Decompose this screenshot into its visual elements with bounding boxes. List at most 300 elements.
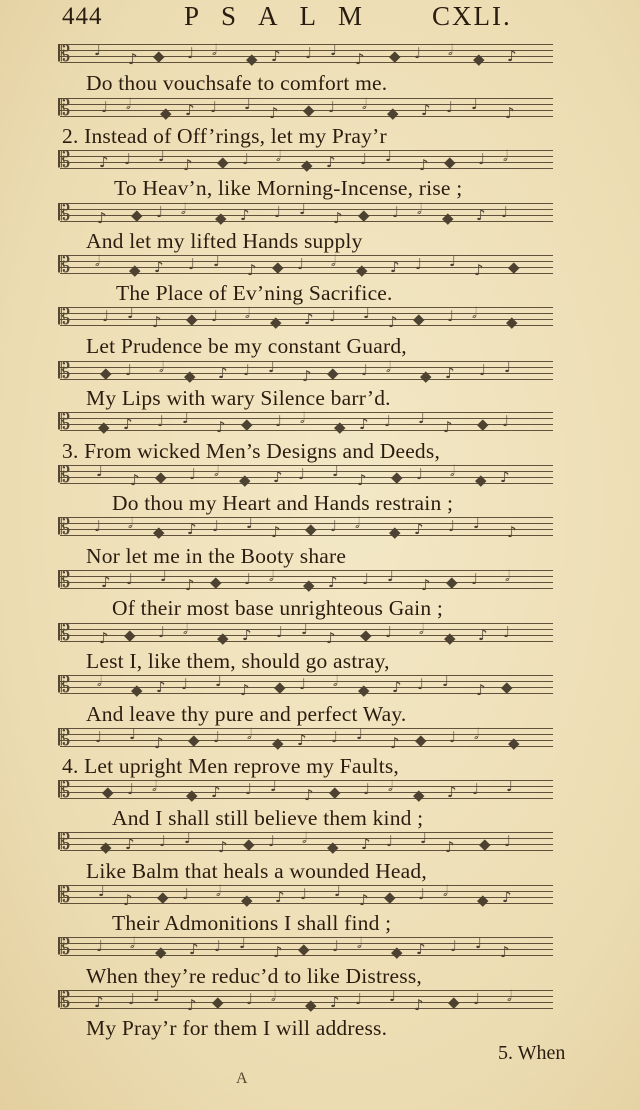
note-icon: ♪	[304, 310, 314, 328]
note-icon: ♪	[304, 786, 314, 804]
note-icon: ♩	[95, 728, 103, 746]
clef-icon: 𝄡	[58, 778, 71, 803]
music-staff	[58, 934, 553, 961]
note-icon: ◆	[212, 993, 224, 1011]
note-icon: ♩	[328, 98, 336, 116]
note-icon: ♩	[94, 41, 102, 59]
note-icon: ♪	[330, 993, 340, 1011]
note-icon: ♩	[385, 623, 393, 641]
note-icon: ◆	[157, 888, 169, 906]
note-icon: ♪	[359, 891, 369, 909]
running-title: PSALM	[184, 1, 385, 31]
note-icon: ♩	[211, 307, 219, 325]
note-icon: ♪	[505, 104, 515, 122]
note-icon: ♪	[302, 367, 312, 385]
note-icon: ♪	[271, 47, 281, 65]
note-icon: ♩	[268, 358, 276, 376]
note-icon: ♩	[96, 462, 104, 480]
note-icon: ◆	[358, 681, 370, 699]
note-icon: ♩	[182, 409, 190, 427]
note-icon: ♪	[445, 364, 455, 382]
music-staff	[58, 672, 553, 699]
note-icon: ◆	[415, 731, 427, 749]
note-icon: ♩	[449, 252, 457, 270]
note-icon: ◆	[329, 783, 341, 801]
note-icon: ◆	[217, 629, 229, 647]
note-icon: ♪	[275, 888, 285, 906]
note-icon: ◆	[272, 734, 284, 752]
note-icon: ♪	[154, 734, 164, 752]
note-icon: ♪	[333, 209, 343, 227]
note-icon: ◆	[153, 523, 165, 541]
note-icon: ◆	[442, 209, 454, 227]
note-icon: 𝅗𝅥	[269, 567, 274, 585]
note-icon: ♩	[389, 987, 397, 1005]
note-icon: ♪	[123, 891, 133, 909]
lyric-line: Like Balm that heals a wounded Head,	[86, 859, 427, 883]
note-icon: ♩	[244, 570, 252, 588]
note-icon: ♪	[240, 206, 250, 224]
note-icon: ♩	[98, 882, 106, 900]
note-icon: ♪	[388, 313, 398, 331]
note-icon: ♪	[211, 783, 221, 801]
note-icon: 𝅗𝅥	[355, 514, 360, 532]
note-icon: 𝅗𝅥	[474, 725, 479, 743]
note-icon: ♩	[392, 203, 400, 221]
note-icon: ◆	[298, 940, 310, 958]
note-icon: ◆	[303, 576, 315, 594]
note-icon: ◆	[215, 209, 227, 227]
clef-icon: 𝄡	[58, 305, 71, 330]
note-icon: ◆	[301, 156, 313, 174]
note-icon: ♪	[390, 734, 400, 752]
clef-icon: 𝄡	[58, 201, 71, 226]
note-icon: ♩	[504, 832, 512, 850]
note-icon: ♩	[158, 147, 166, 165]
note-icon: ♩	[158, 623, 166, 641]
note-icon: ♩	[471, 570, 479, 588]
note-icon: ♪	[273, 468, 283, 486]
note-icon: ♪	[297, 731, 307, 749]
note-icon: ♩	[189, 465, 197, 483]
note-icon: ♩	[418, 409, 426, 427]
note-icon: ♪	[502, 888, 512, 906]
note-icon: ◆	[102, 783, 114, 801]
note-icon: ◆	[391, 468, 403, 486]
note-icon: ◆	[210, 573, 222, 591]
note-icon: 𝅗𝅥	[216, 882, 221, 900]
note-icon: ♪	[326, 629, 336, 647]
note-icon: ♩	[184, 829, 192, 847]
note-icon: 𝅗𝅥	[245, 304, 250, 322]
note-icon: ◆	[358, 206, 370, 224]
note-icon: ♩	[156, 203, 164, 221]
note-icon: ♪	[128, 50, 138, 68]
note-icon: ♩	[268, 832, 276, 850]
note-icon: ◆	[477, 891, 489, 909]
note-icon: ◆	[184, 367, 196, 385]
note-icon: ♩	[300, 885, 308, 903]
note-icon: ♪	[326, 153, 336, 171]
lyric-line: The Place of Ev’ning Sacrifice.	[116, 281, 393, 305]
note-icon: ♩	[471, 95, 479, 113]
note-icon: ♩	[384, 412, 392, 430]
note-icon: ◆	[446, 573, 458, 591]
note-icon: ♩	[448, 517, 456, 535]
note-icon: 𝅗𝅥	[388, 777, 393, 795]
music-staff	[58, 358, 553, 385]
music-staff	[58, 462, 553, 489]
note-icon: ◆	[387, 104, 399, 122]
note-icon: ◆	[389, 523, 401, 541]
note-icon: ♪	[390, 258, 400, 276]
note-icon: ♪	[123, 415, 133, 433]
music-staff	[58, 514, 553, 541]
lyric-line: Do thou vouchsafe to comfort me.	[86, 71, 388, 95]
music-staff	[58, 777, 553, 804]
note-icon: ♪	[94, 993, 104, 1011]
note-icon: ◆	[420, 367, 432, 385]
note-icon: ◆	[508, 734, 520, 752]
note-icon: ♩	[124, 150, 132, 168]
note-icon: ♩	[129, 725, 137, 743]
note-icon: ♩	[449, 728, 457, 746]
clef-icon: 𝄡	[58, 515, 71, 540]
lyric-line: Of their most base unrighteous Gain ;	[112, 596, 444, 620]
note-icon: ♩	[245, 780, 253, 798]
note-icon: ♩	[246, 990, 254, 1008]
note-icon: ◆	[274, 678, 286, 696]
clef-icon: 𝄡	[58, 673, 71, 698]
note-icon: ◆	[239, 471, 251, 489]
clef-icon: 𝄡	[58, 830, 71, 855]
music-staff	[58, 409, 553, 436]
note-icon: ◆	[186, 310, 198, 328]
music-staff	[58, 725, 553, 752]
lyric-line: And I shall still believe them kind ;	[112, 806, 424, 830]
note-icon: ◆	[153, 47, 165, 65]
lyric-line: My Lips with wary Silence barr’d.	[86, 386, 391, 410]
music-staff	[58, 252, 553, 279]
note-icon: ♩	[331, 728, 339, 746]
lyric-line: 3. From wicked Men’s Designs and Deeds,	[62, 439, 441, 463]
lyric-line: To Heav’n, like Morning-Incense, rise ;	[114, 176, 463, 200]
note-icon: ♪	[187, 520, 197, 538]
music-staff	[58, 95, 553, 122]
note-icon: ◆	[131, 681, 143, 699]
note-icon: ♪	[478, 626, 488, 644]
clef-icon: 𝄡	[58, 96, 71, 121]
note-icon: 𝅗𝅥	[212, 41, 217, 59]
note-icon: ◆	[155, 468, 167, 486]
note-icon: ◆	[389, 47, 401, 65]
note-icon: ♪	[216, 418, 226, 436]
note-icon: ◆	[100, 364, 112, 382]
note-icon: ♪	[361, 835, 371, 853]
note-icon: ♪	[97, 209, 107, 227]
note-icon: ◆	[155, 943, 167, 961]
note-icon: ♪	[271, 523, 281, 541]
note-icon: ◆	[327, 838, 339, 856]
note-icon: ♩	[475, 934, 483, 952]
note-icon: ♪	[218, 838, 228, 856]
note-icon: 𝅗𝅥	[181, 200, 186, 218]
note-icon: ◆	[124, 626, 136, 644]
clef-icon: 𝄡	[58, 463, 71, 488]
note-icon: 𝅗𝅥	[333, 672, 338, 690]
note-icon: ◆	[98, 418, 110, 436]
note-icon: ♩	[215, 672, 223, 690]
note-icon: ◆	[305, 520, 317, 538]
note-icon: ♩	[188, 255, 196, 273]
note-icon: ♪	[156, 678, 166, 696]
clef-icon: 𝄡	[58, 253, 71, 278]
note-icon: ♪	[421, 576, 431, 594]
note-icon: 𝅗𝅥	[95, 252, 100, 270]
note-icon: ♩	[244, 95, 252, 113]
music-staff	[58, 620, 553, 647]
note-icon: ♩	[501, 203, 509, 221]
note-icon: ◆	[477, 415, 489, 433]
note-icon: ♩	[387, 567, 395, 585]
note-icon: ◆	[479, 835, 491, 853]
note-icon: ♩	[447, 307, 455, 325]
note-icon: ◆	[334, 418, 346, 436]
note-icon: ♩	[239, 934, 247, 952]
clef-icon: 𝄡	[58, 935, 71, 960]
note-icon: ◆	[303, 101, 315, 119]
note-icon: 𝅗𝅥	[302, 829, 307, 847]
note-icon: ♪	[507, 523, 517, 541]
note-icon: ♩	[298, 465, 306, 483]
note-icon: ♪	[269, 104, 279, 122]
note-icon: 𝅗𝅥	[362, 95, 367, 113]
note-icon: ♪	[130, 471, 140, 489]
note-icon: ◆	[241, 891, 253, 909]
lyric-line: Do thou my Heart and Hands restrain ;	[112, 491, 454, 515]
note-icon: 𝅗𝅥	[505, 567, 510, 585]
note-icon: 𝅗𝅥	[183, 620, 188, 638]
note-icon: ♪	[240, 681, 250, 699]
lyric-line: 2. Instead of Off’rings, let my Pray’r	[62, 124, 387, 148]
note-icon: ♩	[157, 412, 165, 430]
note-icon: 𝅗𝅥	[443, 882, 448, 900]
note-icon: ◆	[444, 153, 456, 171]
note-icon: ◆	[100, 838, 112, 856]
note-icon: ◆	[413, 786, 425, 804]
note-icon: ♩	[214, 937, 222, 955]
note-icon: ♪	[125, 835, 135, 853]
note-icon: ♪	[185, 576, 195, 594]
music-staff	[58, 147, 553, 174]
note-icon: ◆	[508, 258, 520, 276]
note-icon: ♪	[447, 783, 457, 801]
note-icon: ♪	[445, 838, 455, 856]
music-staff	[58, 41, 553, 68]
note-icon: 𝅗𝅥	[130, 934, 135, 952]
note-icon: ♩	[181, 675, 189, 693]
note-icon: 𝅗𝅥	[503, 147, 508, 165]
note-icon: ◆	[186, 786, 198, 804]
note-icon: ♩	[330, 517, 338, 535]
music-staff	[58, 200, 553, 227]
note-icon: ♩	[418, 885, 426, 903]
note-icon: ♩	[478, 150, 486, 168]
note-icon: ◆	[246, 50, 258, 68]
note-icon: ♩	[275, 412, 283, 430]
clef-icon: 𝄡	[58, 568, 71, 593]
note-icon: ◆	[305, 996, 317, 1014]
note-icon: ♩	[102, 307, 110, 325]
note-icon: ♩	[96, 937, 104, 955]
page-header	[0, 0, 640, 36]
note-icon: ◆	[327, 364, 339, 382]
lyric-line: Their Admonitions I shall find ;	[112, 911, 392, 935]
note-icon: ♩	[101, 98, 109, 116]
note-icon: ♩	[417, 675, 425, 693]
note-icon: ♪	[359, 415, 369, 433]
lyric-line: Lest I, like them, should go astray,	[86, 649, 390, 673]
note-icon: ♩	[213, 252, 221, 270]
note-icon: ♪	[355, 50, 365, 68]
clef-icon: 𝄡	[58, 42, 71, 67]
note-icon: ◆	[356, 261, 368, 279]
note-icon: ♪	[443, 418, 453, 436]
note-icon: ♩	[442, 672, 450, 690]
note-icon: ♩	[420, 829, 428, 847]
note-icon: ♩	[126, 570, 134, 588]
note-icon: ♩	[94, 517, 102, 535]
note-icon: ♩	[504, 358, 512, 376]
note-icon: 𝅗𝅥	[97, 672, 102, 690]
note-icon: 𝅗𝅥	[507, 987, 512, 1005]
note-icon: ◆	[391, 943, 403, 961]
note-icon: 𝅗𝅥	[276, 147, 281, 165]
clef-icon: 𝄡	[58, 726, 71, 751]
note-icon: ♪	[185, 101, 195, 119]
note-icon: ◆	[360, 626, 372, 644]
note-icon: ◆	[272, 258, 284, 276]
clef-icon: 𝄡	[58, 988, 71, 1013]
clef-icon: 𝄡	[58, 359, 71, 384]
note-icon: ◆	[448, 993, 460, 1011]
note-icon: ♩	[473, 990, 481, 1008]
note-icon: 𝅗𝅥	[159, 358, 164, 376]
note-icon: ♪	[189, 940, 199, 958]
note-icon: ♩	[329, 307, 337, 325]
note-icon: ♪	[419, 156, 429, 174]
note-icon: ♩	[416, 465, 424, 483]
note-icon: ♩	[415, 255, 423, 273]
clef-icon: 𝄡	[58, 410, 71, 435]
note-icon: ♩	[414, 44, 422, 62]
note-icon: 𝅗𝅥	[271, 987, 276, 1005]
psalm-number: CXLI.	[432, 1, 512, 31]
note-icon: ♩	[503, 623, 511, 641]
note-icon: ♪	[154, 258, 164, 276]
note-icon: ♩	[299, 200, 307, 218]
note-icon: ♩	[297, 255, 305, 273]
note-icon: ♩	[153, 987, 161, 1005]
page-number: 444	[62, 3, 103, 30]
note-icon: ◆	[475, 471, 487, 489]
note-icon: ♩	[472, 780, 480, 798]
note-icon: 𝅗𝅥	[300, 409, 305, 427]
note-icon: ♩	[301, 620, 309, 638]
note-icon: ♪	[247, 261, 257, 279]
music-staff	[58, 304, 553, 331]
note-icon: ♩	[363, 304, 371, 322]
music-staff	[58, 567, 553, 594]
note-icon: 𝅗𝅥	[214, 462, 219, 480]
note-icon: ◆	[473, 50, 485, 68]
note-icon: ♪	[99, 629, 109, 647]
note-icon: 𝅗𝅥	[472, 304, 477, 322]
note-icon: ♩	[502, 412, 510, 430]
note-icon: ◆	[413, 310, 425, 328]
note-icon: ♩	[506, 777, 514, 795]
note-icon: ♩	[212, 517, 220, 535]
note-icon: ♩	[213, 728, 221, 746]
note-icon: ♩	[182, 885, 190, 903]
note-icon: ◆	[131, 206, 143, 224]
note-icon: 𝅗𝅥	[386, 358, 391, 376]
note-icon: ♩	[187, 44, 195, 62]
clef-icon: 𝄡	[58, 621, 71, 646]
note-icon: ◆	[501, 678, 513, 696]
clef-icon: 𝄡	[58, 148, 71, 173]
music-staff	[58, 829, 553, 856]
note-icon: ♩	[356, 725, 364, 743]
note-icon: ♪	[152, 313, 162, 331]
note-icon: ♪	[357, 471, 367, 489]
note-icon: 𝅗𝅥	[128, 514, 133, 532]
note-icon: ♪	[242, 626, 252, 644]
note-icon: ♪	[474, 261, 484, 279]
note-icon: ♪	[273, 943, 283, 961]
signature-mark: A	[236, 1070, 248, 1087]
note-icon: 𝅗𝅥	[247, 725, 252, 743]
note-icon: ♩	[355, 990, 363, 1008]
note-icon: ◆	[188, 731, 200, 749]
note-icon: 𝅗𝅥	[331, 252, 336, 270]
note-icon: 𝅗𝅥	[126, 95, 131, 113]
music-staff	[58, 987, 553, 1014]
note-icon: ♪	[414, 520, 424, 538]
note-icon: ♩	[243, 361, 251, 379]
note-icon: 𝅗𝅥	[152, 777, 157, 795]
music-staff	[58, 882, 553, 909]
note-icon: 𝅗𝅥	[419, 620, 424, 638]
note-icon: 𝅗𝅥	[417, 200, 422, 218]
note-icon: ♩	[210, 98, 218, 116]
note-icon: ♩	[330, 41, 338, 59]
note-icon: ♩	[362, 570, 370, 588]
note-icon: ♩	[360, 150, 368, 168]
note-icon: ♩	[479, 361, 487, 379]
note-icon: ♩	[446, 98, 454, 116]
note-icon: ♩	[125, 361, 133, 379]
note-icon: ♪	[500, 943, 510, 961]
lyric-line: Nor let me in the Booty share	[86, 544, 347, 568]
lyric-line: Let Prudence be my constant Guard,	[86, 334, 407, 358]
note-icon: 𝅗𝅥	[450, 462, 455, 480]
note-icon: ♪	[476, 206, 486, 224]
note-icon: ♪	[421, 101, 431, 119]
note-icon: ◆	[160, 104, 172, 122]
note-icon: ◆	[384, 888, 396, 906]
note-icon: ◆	[243, 835, 255, 853]
